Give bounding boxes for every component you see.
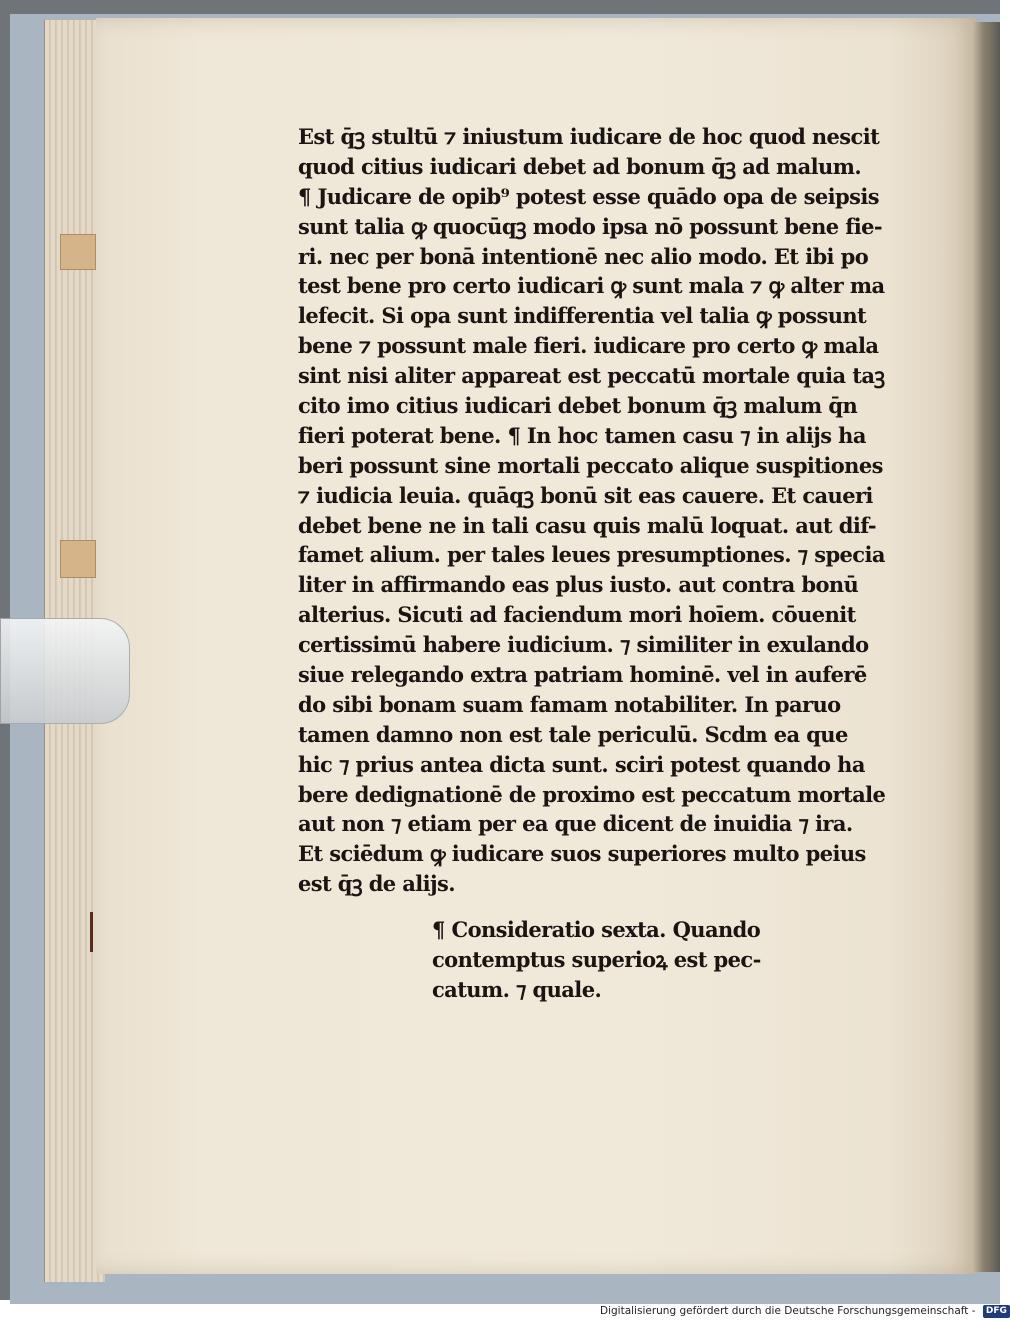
- paper-tab-lower: [60, 540, 96, 578]
- text-line: Est q̄ꝫ stultū ⁊ iniustum iudicare de hoc quod nescit: [298, 124, 880, 149]
- text-line: Et sciēdum ꝙ iudicare suos superiores multo peius: [298, 841, 866, 867]
- dfg-logo: DFG: [983, 1305, 1010, 1318]
- text-line: lefecit. Si opa sunt indifferentia vel talia ꝙ possunt: [298, 303, 867, 329]
- page-holder-clip: [0, 618, 130, 724]
- margin-mark: [90, 912, 93, 952]
- paper-tab-upper: [60, 234, 96, 270]
- body-text: [298, 122, 898, 899]
- text-line: do sibi bonam suam famam notabiliter. In paruo: [298, 691, 841, 717]
- text-line: liter in affirmando eas plus iusto. aut contra bonū: [298, 572, 859, 598]
- text-line: sint nisi aliter appareat est peccatū mortale quia taꝫ: [298, 363, 885, 389]
- text-line: sunt talia ꝙ quocūqꝫ modo ipsa nō possunt bene fie-: [298, 213, 882, 239]
- text-line: debet bene ne in tali casu quis malū loquat. aut dif-: [298, 512, 877, 538]
- text-line: bere dedignationē de proximo est peccatum mortale: [298, 781, 886, 807]
- text-line: certissimū habere iudicium. ⁊ similiter in exulando: [298, 632, 869, 658]
- text-line: fieri poterat bene. ¶ In hoc tamen casu ⁊ in alijs ha: [298, 422, 866, 448]
- section-heading: [432, 914, 832, 1004]
- footer-credit: [600, 1302, 1007, 1320]
- text-line: alterius. Sicuti ad faciendum mori hoīem. cōuenit: [298, 602, 856, 628]
- text-line: beri possunt sine mortali peccato alique suspitiones: [298, 452, 883, 478]
- book-spine-edge: [972, 22, 1000, 1272]
- text-line: cito imo citius iudicari debet bonum q̄ꝫ malum q̄n: [298, 393, 858, 419]
- text-line: siue relegando extra patriam hominē. vel in auferē: [298, 662, 867, 688]
- footer-text: Digitalisierung gefördert durch die Deutsche Forschungsgemeinschaft -: [600, 1305, 976, 1317]
- text-line: ¶ Judicare de opib⁹ potest esse quādo opa de seipsis: [298, 183, 879, 209]
- text-line: hic ⁊ prius antea dicta sunt. sciri potest quando ha: [298, 751, 865, 777]
- text-line: ⁊ iudicia leuia. quāqꝫ bonū sit eas cauere. Et caueri: [298, 482, 873, 508]
- text-line: famet alium. per tales leues presumptiones. ⁊ specia: [298, 542, 885, 568]
- heading-line: ¶ Consideratio sexta. Quando: [432, 917, 761, 942]
- text-line: est q̄ꝫ de alijs.: [298, 871, 455, 897]
- text-line: test bene pro certo iudicari ꝙ sunt mala ⁊ ꝙ alter ma: [298, 273, 885, 299]
- text-line: quod citius iudicari debet ad bonum q̄ꝫ ad malum.: [298, 153, 862, 179]
- text-line: tamen damno non est tale periculū. Scdm ea que: [298, 721, 848, 747]
- text-line: ri. nec per bonā intentionē nec alio modo. Et ibi po: [298, 243, 869, 269]
- heading-line: catum. ⁊ quale.: [432, 976, 602, 1002]
- heading-line: contemptus superioꝝ est pec-: [432, 946, 761, 972]
- text-line: aut non ⁊ etiam per ea que dicent de inuidia ⁊ ira.: [298, 811, 853, 837]
- text-line: bene ⁊ possunt male fieri. iudicare pro certo ꝙ mala: [298, 333, 879, 359]
